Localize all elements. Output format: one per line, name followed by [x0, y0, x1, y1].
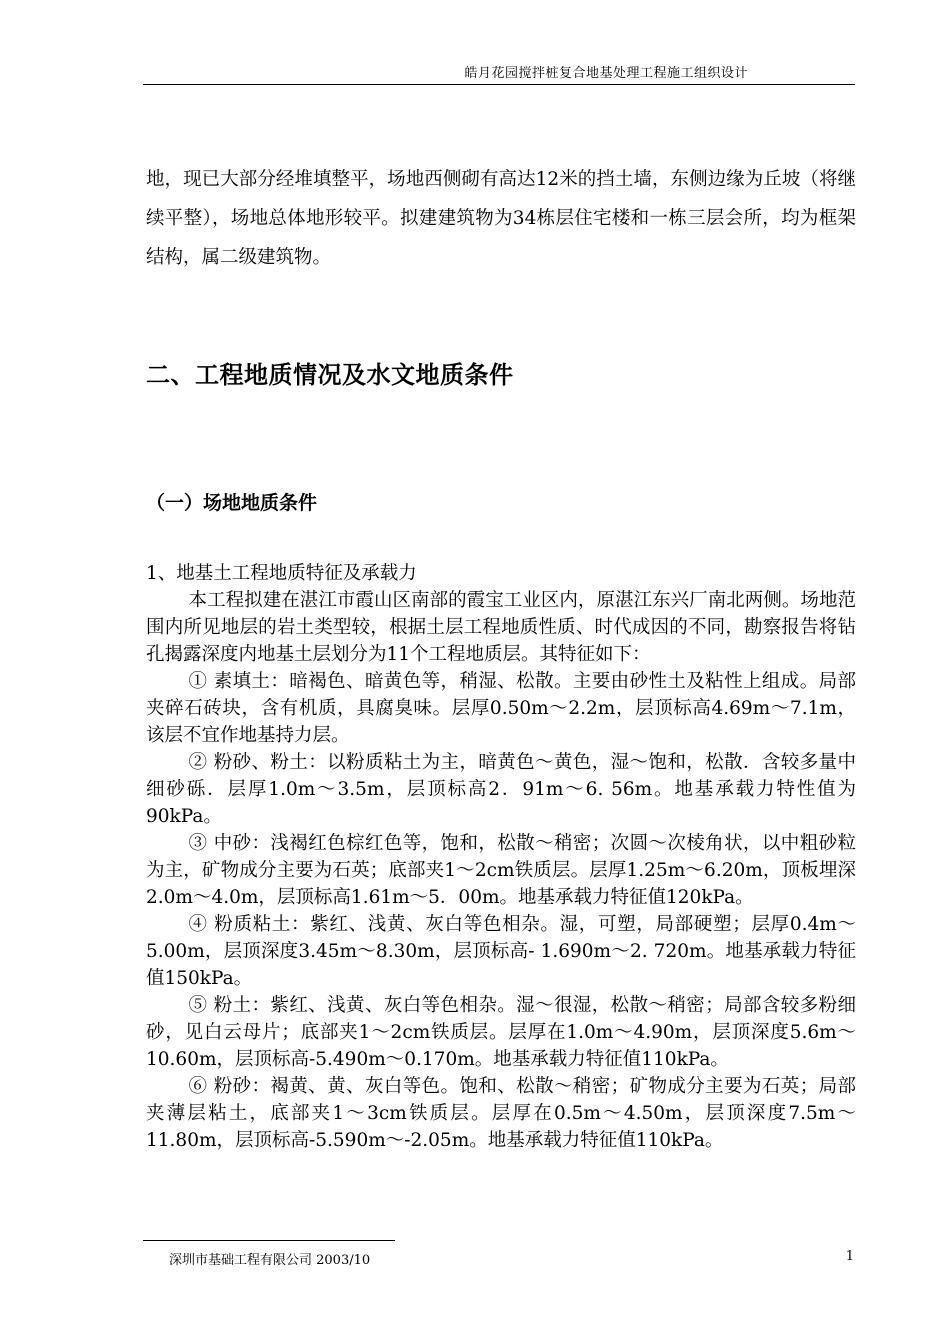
paragraph-overview: 本工程拟建在湛江市霞山区南部的霞宝工业区内，原湛江东兴厂南北两侧。场地范围内所见地层的岩土类型较，根据土层工程地质性质、时代成因的不同，勘察报告将钻孔揭露深度内地基土层划分为11个工程地质层。其特征如下：	[146, 590, 856, 665]
footer-company: 深圳市基础工程有限公司 2003/10	[169, 1253, 371, 1268]
paragraph-layer-1: ① 素填土：暗褐色、暗黄色等，稍湿、松散。主要由砂性土及粘性上组成。局部夹碎石砖块，含有机质，具腐臭味。层厚0.50m～2.2m，层顶标高4.69m～7.1m，该层不宜作地基持力层。	[146, 671, 856, 746]
paragraph-layer-3: ③ 中砂：浅褐红色棕红色等，饱和，松散～稍密；次圆～次棱角状，以中粗砂粒为主，矿物成分主要为石英；底部夹1～2cm铁质层。层厚1.25m～6.20m，顶板埋深2.0m～4.0m，层顶标高1.61m～5．00m。地基承载力特征值120kPa。	[146, 833, 856, 908]
page-number: 1	[845, 1249, 854, 1264]
item-title: 1、地基土工程地质特征及承载力	[146, 563, 417, 584]
footer-divider	[143, 1240, 395, 1241]
paragraph-layer-4: ④ 粉质粘土：紫红、浅黄、灰白等色相杂。湿，可塑，局部硬塑；层厚0.4m～5.00m，层顶深度3.45m～8.30m，层顶标高- 1.690m～2. 720m。地基承载力特征值150kPa。	[146, 914, 856, 989]
header-divider	[143, 84, 855, 85]
section-heading: 二、工程地质情况及水文地质条件	[146, 361, 514, 389]
subsection-heading: （一）场地地质条件	[146, 492, 318, 514]
paragraph-layer-2: ② 粉砂、粉土：以粉质粘土为主，暗黄色～黄色，湿～饱和，松散．含较多量中细砂砾．层厚1.0m～3.5m，层顶标高2．91m～6. 56m。地基承载力特性值为90kPa。	[146, 752, 856, 827]
intro-paragraph: 地，现已大部分经堆填整平，场地西侧砌有高达12米的挡土墙，东侧边缘为丘坡（将继续平整），场地总体地形较平。拟建建筑物为34栋层住宅楼和一栋三层会所，均为框架结构，属二级建筑物。	[146, 169, 856, 268]
document-body	[146, 160, 856, 1154]
paragraph-layer-5: ⑤ 粉土：紫红、浅黄、灰白等色相杂。湿～很湿，松散～稍密；局部含较多粉细砂，见白云母片；底部夹1～2cm铁质层。层厚在1.0m～4.90m，层顶深度5.6m～10.60m，层顶标高-5.490m～0.170m。地基承载力特征值110kPa。	[146, 995, 856, 1070]
header-title: 皓月花园搅拌桩复合地基处理工程施工组织设计	[464, 66, 748, 81]
paragraph-layer-6: ⑥ 粉砂：褐黄、黄、灰白等色。饱和、松散～稍密；矿物成分主要为石英；局部夹薄层粘土，底部夹1～3cm铁质层。层厚在0.5m～4.50m，层顶深度7.5m～ 11.80m，层顶标高-5.590m～-2.05m。地基承载力特征值110kPa。	[146, 1076, 856, 1151]
